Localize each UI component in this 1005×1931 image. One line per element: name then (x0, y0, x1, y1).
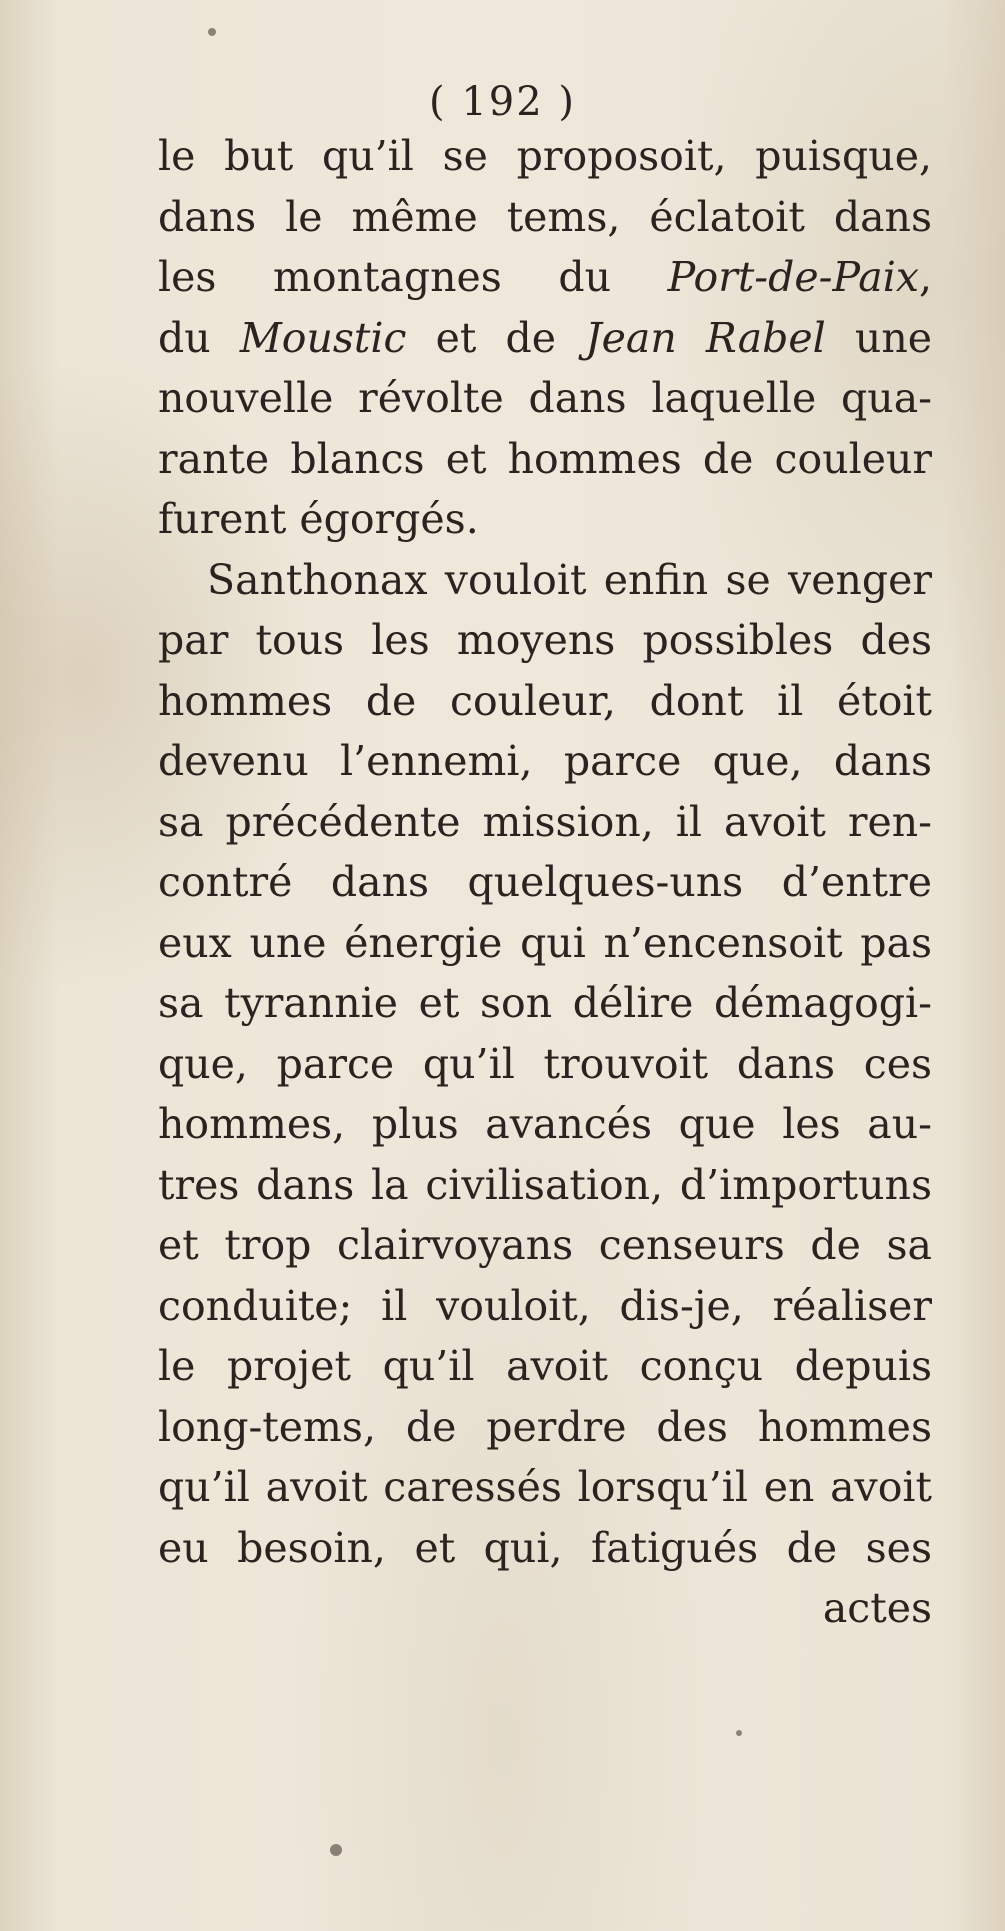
text-line (158, 1397, 932, 1458)
text-line (158, 1034, 932, 1095)
text-line (158, 247, 932, 308)
italic-place-name: Moustic (239, 313, 407, 362)
ink-spot (330, 1844, 342, 1856)
text-segment: , (918, 253, 932, 301)
text-segment: rante blancs et hommes de couleur (158, 434, 932, 483)
text-segment: le projet qu’il avoit conçu depuis (158, 1342, 932, 1390)
page-number-header: ( 192 ) (429, 79, 576, 125)
text-segment: sa tyrannie et son délire démagogi- (158, 979, 932, 1027)
text-line (158, 671, 932, 732)
text-line (158, 1155, 932, 1216)
text-segment: conduite; il vouloit, dis-je, réaliser (158, 1281, 932, 1330)
text-segment: tres dans la civilisation, d’importuns (158, 1160, 932, 1209)
ink-spot (208, 28, 216, 36)
text-line (158, 1518, 932, 1579)
text-segment: et de (406, 313, 586, 362)
text-line (158, 368, 932, 429)
catchword (158, 1578, 932, 1639)
italic-place-name: Port-de-Paix (667, 253, 919, 301)
text-segment: Santhonax vouloit enfin se venger (207, 555, 932, 604)
text-segment: par tous les moyens possibles des (158, 616, 932, 664)
text-line (158, 550, 932, 611)
text-segment: les montagnes du (158, 253, 668, 301)
text-line (158, 610, 932, 671)
italic-place-name: Jean Rabel (585, 313, 826, 362)
text-line (158, 308, 932, 369)
text-line (158, 489, 932, 550)
text-line (158, 731, 932, 792)
text-segment: sa précédente mission, il avoit ren- (158, 797, 932, 846)
text-segment: et trop clairvoyans censeurs de sa (158, 1221, 932, 1269)
text-segment: furent égorgés. (158, 495, 479, 543)
text-segment: du (158, 313, 240, 362)
text-line (158, 1457, 932, 1518)
text-segment: nouvelle révolte dans laquelle qua- (158, 374, 932, 422)
text-segment: hommes de couleur, dont il étoit (158, 676, 932, 725)
body-text (158, 126, 932, 1639)
text-line (158, 1215, 932, 1276)
text-line (158, 429, 932, 490)
text-segment: qu’il avoit caressés lorsqu’il en avoit (158, 1463, 932, 1511)
text-segment: hommes, plus avancés que les au- (158, 1100, 932, 1148)
text-segment: devenu l’ennemi, parce que, dans (158, 737, 932, 785)
text-segment: dans le même tems, éclatoit dans (158, 192, 932, 241)
ink-spot (736, 1730, 742, 1736)
text-line (158, 792, 932, 853)
text-line (158, 1276, 932, 1337)
text-line (158, 852, 932, 913)
text-segment: contré dans quelques-uns d’entre (158, 858, 932, 906)
text-segment: une (825, 313, 932, 362)
text-segment: eu besoin, et qui, fatigués de ses (158, 1523, 932, 1572)
text-segment: actes (822, 1584, 932, 1632)
text-segment: eux une énergie qui n’encensoit pas (158, 918, 932, 967)
text-line (158, 1336, 932, 1397)
text-line (158, 1094, 932, 1155)
text-segment: le but qu’il se proposoit, puisque, (158, 132, 932, 180)
text-line (158, 913, 932, 974)
text-line (158, 187, 932, 248)
text-line (158, 973, 932, 1034)
text-segment: que, parce qu’il trouvoit dans ces (158, 1039, 932, 1088)
text-line (158, 126, 932, 187)
text-segment: long-tems, de perdre des hommes (158, 1402, 932, 1451)
